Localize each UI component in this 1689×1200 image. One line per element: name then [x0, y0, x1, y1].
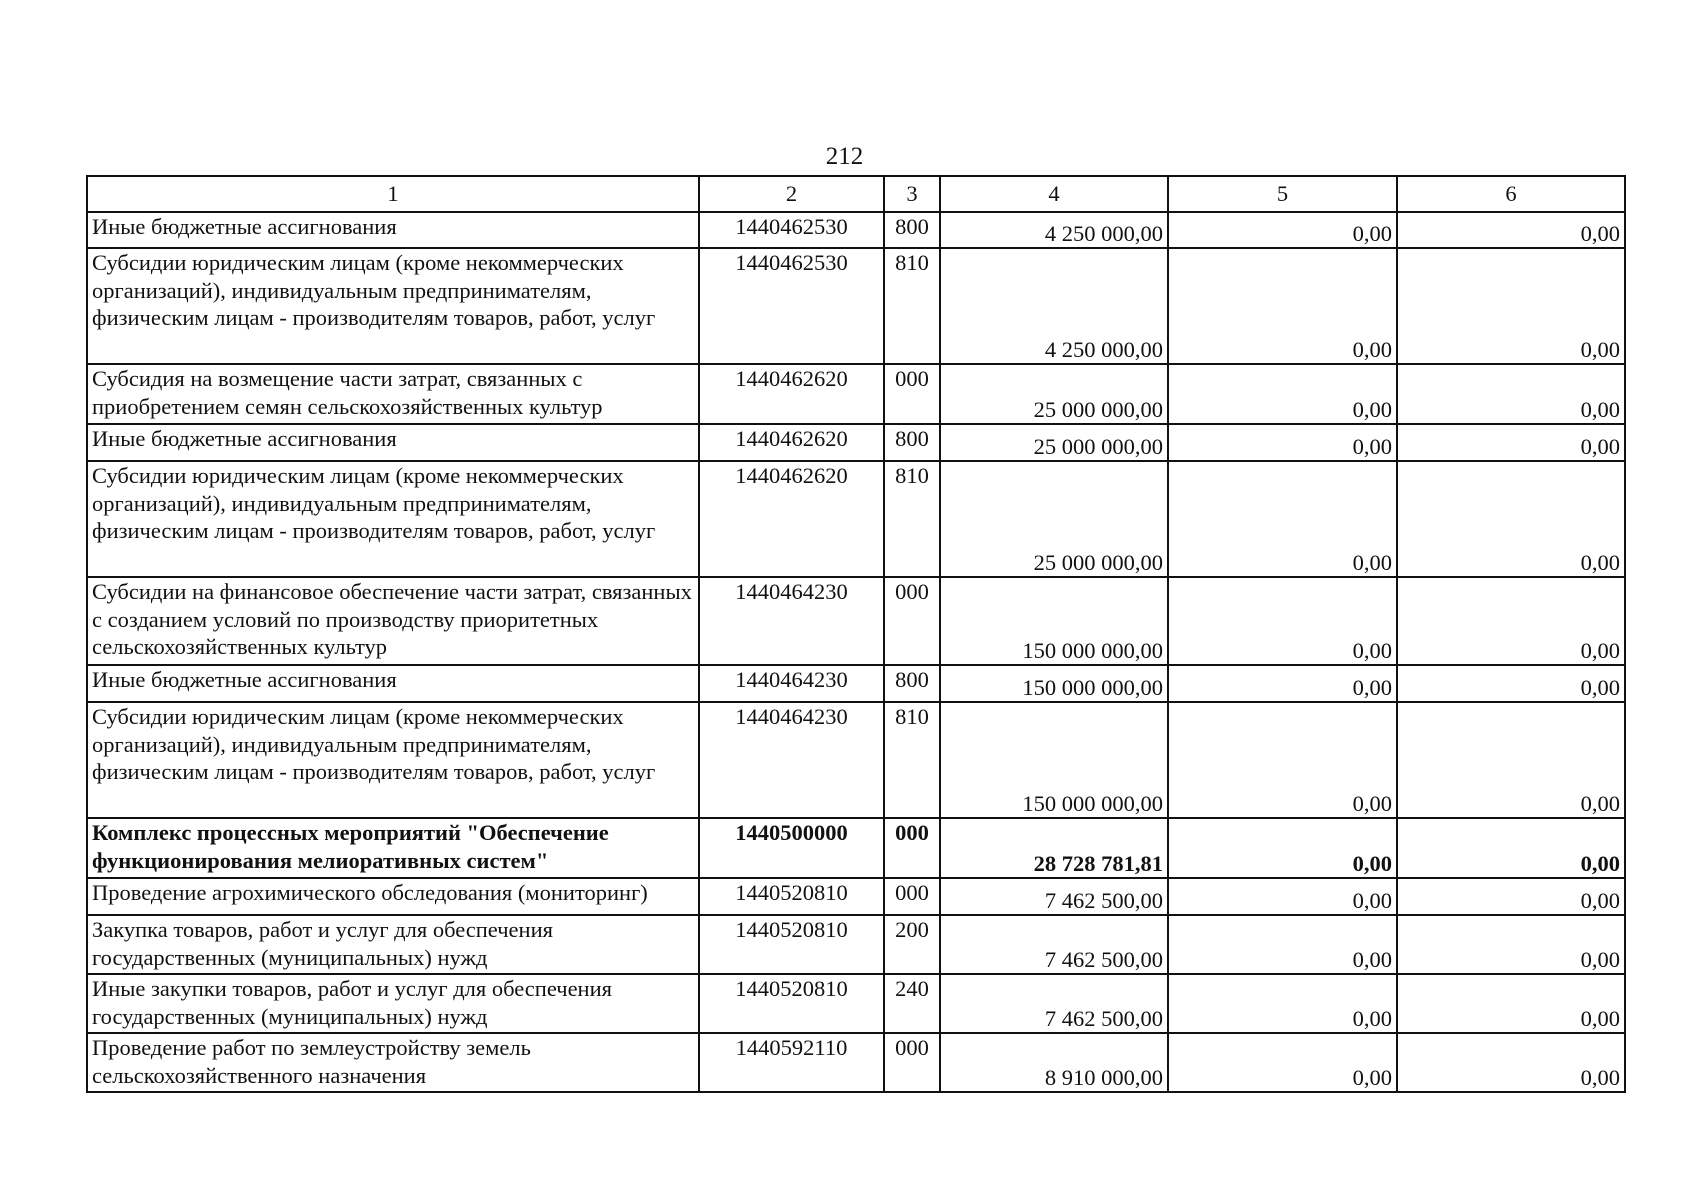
- row-value-col6: 0,00: [1397, 577, 1625, 665]
- row-value-col4: 4 250 000,00: [940, 212, 1168, 248]
- header-col-2: 2: [699, 176, 884, 212]
- row-value-col5: 0,00: [1168, 702, 1397, 818]
- row-value-col5: 0,00: [1168, 974, 1397, 1033]
- row-value-col4: 25 000 000,00: [940, 364, 1168, 424]
- row-value-col4: 150 000 000,00: [940, 665, 1168, 702]
- row-value-col6: 0,00: [1397, 461, 1625, 577]
- row-value-col4: 7 462 500,00: [940, 974, 1168, 1033]
- row-expense-type: 800: [884, 424, 940, 461]
- row-name: Проведение агрохимического обследования (мониторинг): [87, 878, 699, 915]
- row-value-col5: 0,00: [1168, 248, 1397, 364]
- row-code: 1440500000: [699, 818, 884, 878]
- row-name: Субсидии юридическим лицам (кроме некоммерческих организаций), индивидуальным предпринимателям, физическим лицам - производителям товаров, работ, услуг: [87, 702, 699, 818]
- row-value-col5: 0,00: [1168, 364, 1397, 424]
- row-value-col4: 4 250 000,00: [940, 248, 1168, 364]
- row-value-col6: 0,00: [1397, 364, 1625, 424]
- row-value-col5: 0,00: [1168, 818, 1397, 878]
- table-row: [87, 424, 1625, 461]
- row-expense-type: 200: [884, 915, 940, 974]
- row-expense-type: 240: [884, 974, 940, 1033]
- row-code: 1440464230: [699, 665, 884, 702]
- row-expense-type: 000: [884, 577, 940, 665]
- row-expense-type: 000: [884, 1033, 940, 1092]
- header-col-3: 3: [884, 176, 940, 212]
- table-row: [87, 248, 1625, 364]
- row-expense-type: 810: [884, 461, 940, 577]
- row-value-col6: 0,00: [1397, 248, 1625, 364]
- row-name: Иные бюджетные ассигнования: [87, 424, 699, 461]
- table-row: [87, 364, 1625, 424]
- header-col-4: 4: [940, 176, 1168, 212]
- row-value-col5: 0,00: [1168, 424, 1397, 461]
- table-row: [87, 461, 1625, 577]
- row-code: 1440464230: [699, 702, 884, 818]
- row-value-col6: 0,00: [1397, 1033, 1625, 1092]
- table-row: [87, 878, 1625, 915]
- row-name: Закупка товаров, работ и услуг для обеспечения государственных (муниципальных) нужд: [87, 915, 699, 974]
- page-number: 212: [825, 143, 864, 170]
- row-value-col6: 0,00: [1397, 665, 1625, 702]
- row-value-col4: 150 000 000,00: [940, 702, 1168, 818]
- row-expense-type: 000: [884, 818, 940, 878]
- row-expense-type: 810: [884, 702, 940, 818]
- row-value-col4: 25 000 000,00: [940, 424, 1168, 461]
- row-value-col5: 0,00: [1168, 212, 1397, 248]
- budget-table: [86, 175, 1626, 1093]
- row-value-col6: 0,00: [1397, 818, 1625, 878]
- table-row: [87, 1033, 1625, 1092]
- row-name: Проведение работ по землеустройству земель сельскохозяйственного назначения: [87, 1033, 699, 1092]
- table-row-section-total: [87, 818, 1625, 878]
- row-value-col6: 0,00: [1397, 974, 1625, 1033]
- table-row: [87, 702, 1625, 818]
- row-value-col5: 0,00: [1168, 1033, 1397, 1092]
- row-value-col4: 7 462 500,00: [940, 915, 1168, 974]
- row-code: 1440462620: [699, 364, 884, 424]
- row-value-col4: 150 000 000,00: [940, 577, 1168, 665]
- row-value-col6: 0,00: [1397, 878, 1625, 915]
- row-name: Иные закупки товаров, работ и услуг для обеспечения государственных (муниципальных) нужд: [87, 974, 699, 1033]
- row-value-col5: 0,00: [1168, 577, 1397, 665]
- row-value-col6: 0,00: [1397, 702, 1625, 818]
- table-row: [87, 974, 1625, 1033]
- row-value-col5: 0,00: [1168, 878, 1397, 915]
- row-expense-type: 000: [884, 878, 940, 915]
- table-row: [87, 577, 1625, 665]
- row-code: 1440462530: [699, 248, 884, 364]
- row-code: 1440464230: [699, 577, 884, 665]
- row-expense-type: 000: [884, 364, 940, 424]
- row-code: 1440462530: [699, 212, 884, 248]
- row-value-col4: 28 728 781,81: [940, 818, 1168, 878]
- header-col-1: 1: [87, 176, 699, 212]
- row-code: 1440462620: [699, 461, 884, 577]
- row-code: 1440520810: [699, 878, 884, 915]
- row-expense-type: 810: [884, 248, 940, 364]
- row-code: 1440592110: [699, 1033, 884, 1092]
- row-name: Комплекс процессных мероприятий "Обеспечение функционирования мелиоративных систем": [87, 818, 699, 878]
- table-row: [87, 665, 1625, 702]
- header-col-6: 6: [1397, 176, 1625, 212]
- row-value-col4: 25 000 000,00: [940, 461, 1168, 577]
- row-value-col4: 7 462 500,00: [940, 878, 1168, 915]
- row-value-col5: 0,00: [1168, 665, 1397, 702]
- row-name: Субсидия на возмещение части затрат, связанных с приобретением семян сельскохозяйственных культур: [87, 364, 699, 424]
- row-name: Иные бюджетные ассигнования: [87, 212, 699, 248]
- row-name: Субсидии юридическим лицам (кроме некоммерческих организаций), индивидуальным предпринимателям, физическим лицам - производителям товаров, работ, услуг: [87, 461, 699, 577]
- header-row: [87, 176, 1625, 212]
- row-value-col6: 0,00: [1397, 424, 1625, 461]
- row-name: Субсидии юридическим лицам (кроме некоммерческих организаций), индивидуальным предпринимателям, физическим лицам - производителям товаров, работ, услуг: [87, 248, 699, 364]
- row-value-col6: 0,00: [1397, 212, 1625, 248]
- row-name: Субсидии на финансовое обеспечение части затрат, связанных с созданием условий по производству приоритетных сельскохозяйственных культур: [87, 577, 699, 665]
- row-name: Иные бюджетные ассигнования: [87, 665, 699, 702]
- row-code: 1440462620: [699, 424, 884, 461]
- row-value-col6: 0,00: [1397, 915, 1625, 974]
- row-code: 1440520810: [699, 915, 884, 974]
- row-value-col4: 8 910 000,00: [940, 1033, 1168, 1092]
- row-value-col5: 0,00: [1168, 915, 1397, 974]
- row-expense-type: 800: [884, 212, 940, 248]
- row-code: 1440520810: [699, 974, 884, 1033]
- row-value-col5: 0,00: [1168, 461, 1397, 577]
- header-col-5: 5: [1168, 176, 1397, 212]
- table-row: [87, 915, 1625, 974]
- table-row: [87, 212, 1625, 248]
- row-expense-type: 800: [884, 665, 940, 702]
